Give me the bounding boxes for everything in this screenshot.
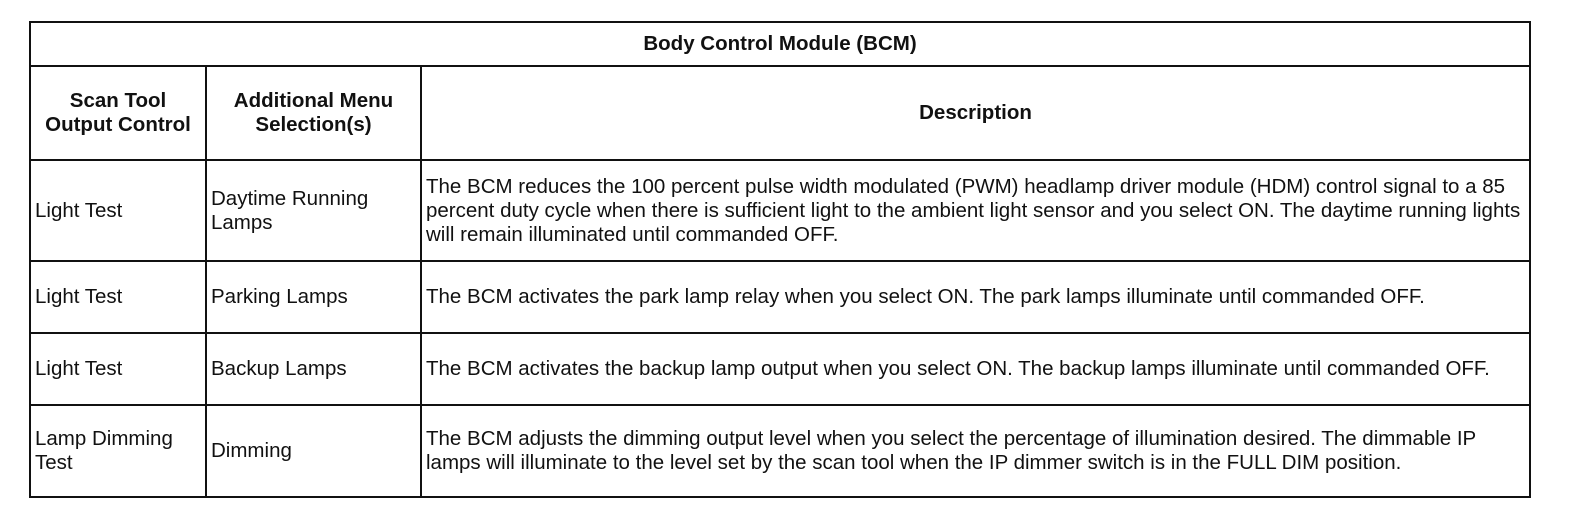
- header-row: [30, 66, 1530, 160]
- cell-description: The BCM reduces the 100 percent pulse width modulated (PWM) headlamp driver module (HDM) control signal to a 85 percent duty cycle when there is sufficient light to the ambient light sensor and you select ON. The daytime running lights will remain illuminated until commanded OFF.: [421, 160, 1530, 261]
- table-row: [30, 160, 1530, 261]
- cell-control: Light Test: [30, 333, 206, 405]
- cell-selection: Parking Lamps: [206, 261, 421, 333]
- table-row: [30, 405, 1530, 497]
- cell-control: Light Test: [30, 261, 206, 333]
- cell-description: The BCM activates the backup lamp output when you select ON. The backup lamps illuminate until commanded OFF.: [421, 333, 1530, 405]
- cell-control: Light Test: [30, 160, 206, 261]
- table-row: [30, 261, 1530, 333]
- header-additional-menu-selections: Additional Menu Selection(s): [206, 66, 421, 160]
- table-row: [30, 333, 1530, 405]
- header-description: Description: [421, 66, 1530, 160]
- cell-selection: Dimming: [206, 405, 421, 497]
- table-title: Body Control Module (BCM): [30, 22, 1530, 66]
- cell-selection: Backup Lamps: [206, 333, 421, 405]
- cell-description: The BCM adjusts the dimming output level when you select the percentage of illumination desired. The dimmable IP lamps will illuminate to the level set by the scan tool when the IP dimmer switch is in the FULL DIM position.: [421, 405, 1530, 497]
- title-row: [30, 22, 1530, 66]
- cell-control: Lamp Dimming Test: [30, 405, 206, 497]
- header-scan-tool-output-control: Scan Tool Output Control: [30, 66, 206, 160]
- cell-description: The BCM activates the park lamp relay when you select ON. The park lamps illuminate until commanded OFF.: [421, 261, 1530, 333]
- cell-selection: Daytime Running Lamps: [206, 160, 421, 261]
- bcm-table: [29, 21, 1531, 498]
